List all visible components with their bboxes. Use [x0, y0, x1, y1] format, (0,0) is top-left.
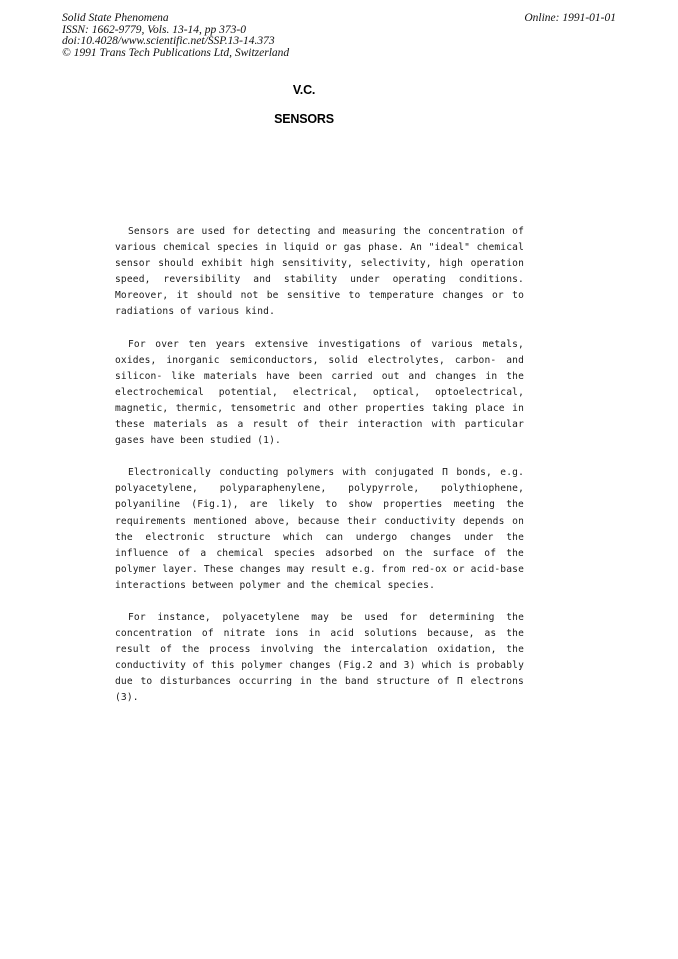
- issn-line: ISSN: 1662-9779, Vols. 13-14, pp 373-0: [62, 23, 246, 36]
- section-title: SENSORS: [274, 112, 334, 126]
- body-text: [115, 224, 524, 723]
- paragraph-intro: Sensors are used for detecting and measuring the concentration of various chemical species in liquid or gas phase. An "ideal" chemical sensor should exhibit high sensitivity, selectivity, high operation speed, reversibility and stability under operating conditions. Moreover, it should not be sensitive to temperature changes or to radiations of various kind.: [115, 226, 524, 318]
- paragraph-conducting-polymers: Electronically conducting polymers with conjugated Π bonds, e.g. polyacetylene, polyparaphenylene, polypyrrole, polythiophene, polyaniline (Fig.1), are likely to show properties meeting the requirements mentioned above, because their conductivity depends on the electronic structure which can undergo changes under the influence of a chemical species adsorbed on the surface of the polymer layer. These changes may result e.g. from red-ox or acid-base interactions between polymer and the chemical species.: [115, 467, 524, 591]
- copyright-line: © 1991 Trans Tech Publications Ltd, Switzerland: [62, 46, 290, 59]
- doi-line: doi:10.4028/www.scientific.net/SSP.13-14.373: [62, 35, 275, 47]
- journal-name: Solid State Phenomena: [62, 12, 169, 24]
- online-date: Online: 1991-01-01: [524, 12, 616, 24]
- paragraph-polyacetylene: For instance, polyacetylene may be used for determining the concentration of nitrate ions in acid solutions because, as the result of the process involving the intercalation oxidation, the conductivity of this polymer changes (Fig.2 and 3) which is probably due to disturbances occurring in the band structure of Π electrons (3).: [115, 611, 524, 704]
- section-number: V.C.: [292, 83, 316, 97]
- citation-header: [62, 13, 289, 59]
- paragraph-investigations: For over ten years extensive investigations of various metals, oxides, inorganic semiconductors, solid electrolytes, carbon- and silicon- like materials have been carried out and changes in the electrochemical potential, electrical, optical, optoelectrical, magnetic, thermic, tensometric and other properties taking place in these materials as a result of their interaction with particular gases have been studied (1).: [115, 338, 524, 447]
